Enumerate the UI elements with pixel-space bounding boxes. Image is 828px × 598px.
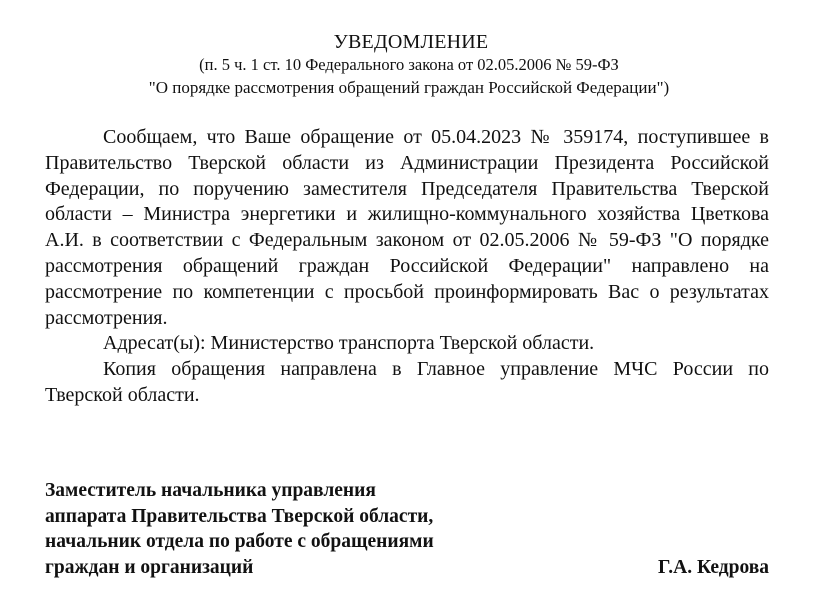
addressee-paragraph: Адресат(ы): Министерство транспорта Тверской области.: [103, 332, 595, 355]
signatory-position: Заместитель начальника управления аппарата Правительства Тверской области, начальник отдела по работе с обращениями граждан и организаций: [45, 480, 434, 578]
document-header: [0, 30, 828, 99]
document-legal-reference: (п. 5 ч. 1 ст. 10 Федерального закона от 02.05.2006 № 59-ФЗ: [199, 55, 619, 74]
copy-paragraph: Копия обращения направлена в Главное управление МЧС России по Тверской области.: [45, 358, 769, 406]
document-body: [45, 125, 769, 409]
signatory-name: Г.А. Кедрова: [658, 556, 769, 578]
notice-paragraph: Сообщаем, что Ваше обращение от 05.04.2023 № 359174, поступившее в Правительство Тверской области из Администрации Президента Российской Федерации, по поручению заместителя Председателя Правительства Тверской области – Министра энергетики и жилищно-коммунального хозяйства Цветкова А.И. в соответствии с Федеральным законом от 02.05.2006 № 59-ФЗ "О порядке рассмотрения обращений граждан Российской Федерации" направлено на рассмотрение по компетенции с просьбой проинформировать Вас о результатах рассмотрения.: [45, 126, 769, 329]
document-law-name: "О порядке рассмотрения обращений граждан Российской Федерации"): [148, 78, 670, 97]
signature-block: [45, 478, 769, 580]
document-title: УВЕДОМЛЕНИЕ: [333, 31, 489, 53]
